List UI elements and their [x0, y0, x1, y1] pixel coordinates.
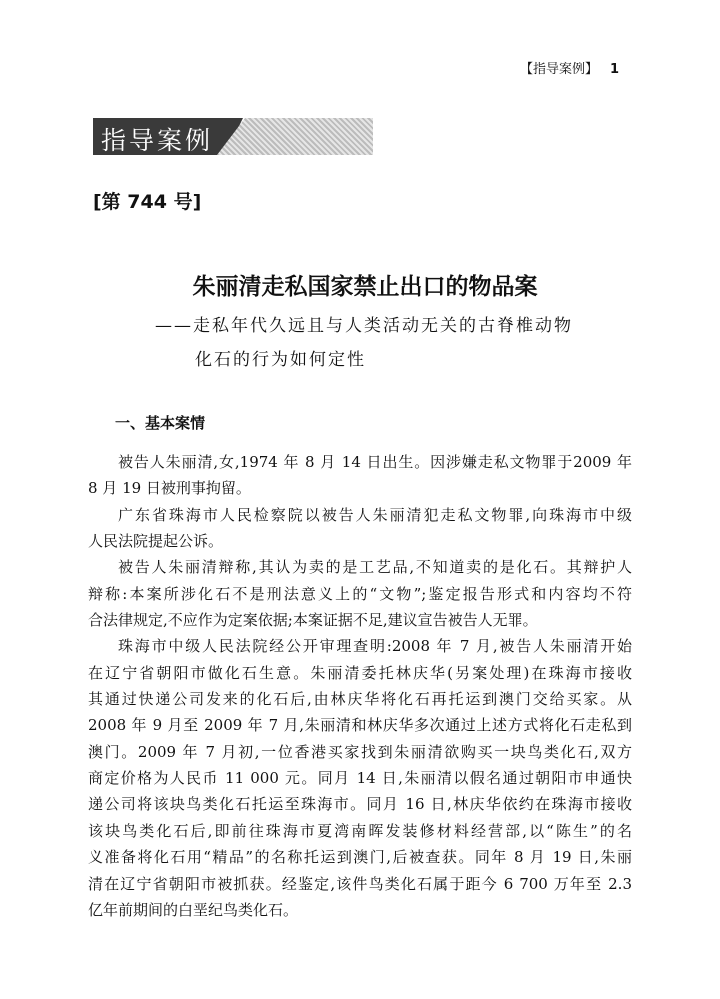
- body-text: [88, 449, 632, 923]
- text-line: 被告人朱丽清辩称,其认为卖的是工艺品,不知道卖的是化石。其辩护人: [118, 558, 632, 577]
- text-line: 珠海市中级人民法院经公开审理查明:2008 年 7 月,被告人朱丽清开始: [118, 637, 632, 656]
- case-subtitle-line-1: ——走私年代久远且与人类活动无关的古脊椎动物: [155, 316, 573, 336]
- text-line: 商定价格为人民币 11 000 元。同月 14 日,朱丽清以假名通过朝阳市申通快: [88, 769, 632, 788]
- text-line: 该块鸟类化石后,即前往珠海市夏湾南晖发装修材料经营部,以“陈生”的名: [88, 821, 632, 840]
- case-title: 朱丽清走私国家禁止出口的物品案: [192, 273, 538, 300]
- case-number: [第 744 号]: [93, 191, 202, 213]
- text-line: 辩称:本案所涉化石不是刑法意义上的“文物”;鉴定报告形式和内容均不符: [88, 584, 632, 603]
- text-line: 被告人朱丽清,女,1974 年 8 月 14 日出生。因涉嫌走私文物罪于2009 年: [118, 453, 632, 471]
- text-line: 义准备将化石用“精品”的名称托运到澳门,后被查获。同年 8 月 19 日,朱丽: [88, 848, 632, 867]
- text-line: 广东省珠海市人民检察院以被告人朱丽清犯走私文物罪,向珠海市中级: [118, 505, 632, 524]
- text-line: 人民法院提起公诉。: [88, 532, 224, 551]
- banner-hatched-block: [217, 118, 373, 155]
- text-line: 澳门。2009 年 7 月初,一位香港买家找到朱丽清欲购买一块鸟类化石,双方: [88, 742, 632, 761]
- section-heading: 一、基本案情: [115, 414, 206, 432]
- banner-label: 指导案例: [101, 126, 214, 155]
- paragraph: [88, 502, 632, 555]
- text-line: 清在辽宁省朝阳市被抓获。经鉴定,该件鸟类化石属于距今 6 700 万年至 2.3: [88, 874, 632, 893]
- case-subtitle-line-2: 化石的行为如何定性: [195, 350, 366, 370]
- paragraph: [88, 554, 632, 633]
- text-line: 其通过快递公司发来的化石后,由林庆华将化石再托运到澳门交给买家。从: [88, 690, 632, 709]
- running-head-section: 【指导案例】: [520, 62, 599, 77]
- page-number: 1: [610, 62, 620, 77]
- text-line: 在辽宁省朝阳市做化石生意。朱丽清委托林庆华(另案处理)在珠海市接收: [88, 663, 632, 682]
- running-head: [520, 58, 640, 77]
- paragraph: [88, 633, 632, 923]
- section-banner: [93, 118, 373, 155]
- text-line: 递公司将该块鸟类化石托运至珠海市。同月 16 日,林庆华依约在珠海市接收: [88, 795, 632, 814]
- text-line: 8 月 19 日被刑事拘留。: [88, 479, 251, 498]
- text-line: 亿年前期间的白垩纪鸟类化石。: [88, 900, 299, 919]
- paragraph: [88, 449, 632, 502]
- text-line: 合法律规定,不应作为定案依据;本案证据不足,建议宣告被告人无罪。: [88, 611, 538, 630]
- text-line: 2008 年 9 月至 2009 年 7 月,朱丽清和林庆华多次通过上述方式将化石走私到: [88, 716, 632, 735]
